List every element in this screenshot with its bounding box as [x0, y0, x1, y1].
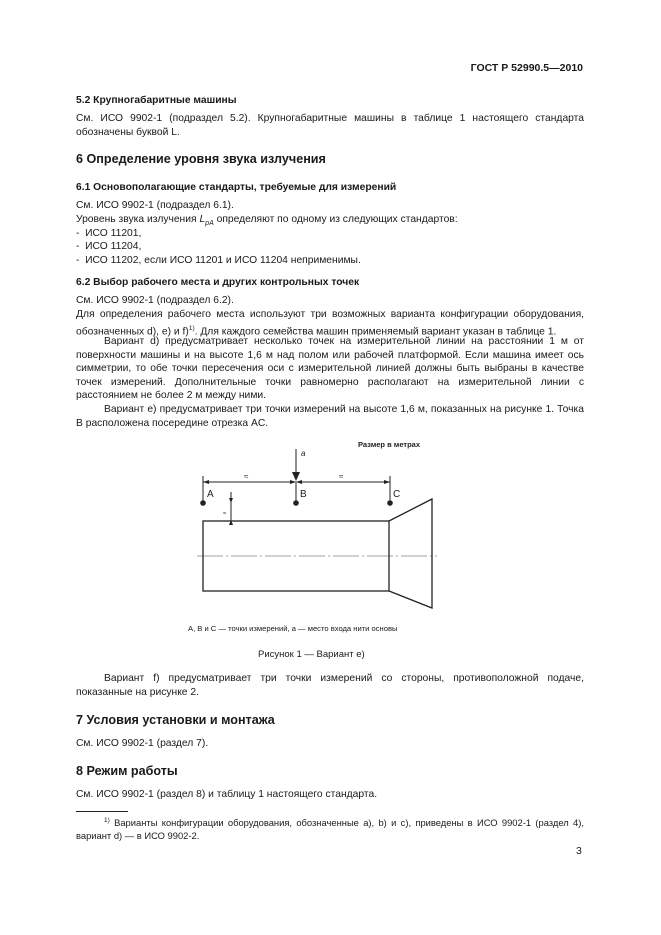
- measurement-point-a-marker: [200, 500, 206, 506]
- footnote-rule: [76, 811, 128, 812]
- figure-legend: A, B и C — точки измерений, a — место входа нити основы: [188, 624, 398, 633]
- page-number: 3: [576, 845, 582, 857]
- footnote-text: Варианты конфигурации оборудования, обозначенные a), b) и c), приведены в ИСО 9902-1 (раздел 4), вариант d) — в ИСО 9902-2.: [76, 817, 584, 841]
- section-7-heading: 7 Условия установки и монтажа: [76, 713, 275, 727]
- section-6-heading: 6 Определение уровня звука излучения: [76, 152, 326, 166]
- section-6-2-paragraph-1: Для определения рабочего места используют три возможных варианта конфигурации оборудования, обозначенных d), e) и f)$^{1)}$. Для каждого семейства машин применяемый вариант указан в таблице 1.: [76, 309, 584, 338]
- dimension-offset: ≈: [223, 511, 227, 517]
- section-6-2-ref: См. ИСО 9902-1 (подраздел 6.2).: [76, 295, 234, 306]
- point-c-label: C: [393, 489, 401, 500]
- figure-1-drawing: [0, 430, 661, 620]
- standards-list-item: - ИСО 11201,: [76, 228, 142, 239]
- machine-funnel: [389, 499, 432, 608]
- measurement-point-c-marker: [387, 500, 393, 506]
- sound-level-subscript: pA: [205, 220, 214, 228]
- dimension-ab: ≈: [244, 472, 249, 481]
- footnote-ref: 1): [188, 324, 195, 332]
- section-5-2-body: См. ИСО 9902-1 (подраздел 5.2). Крупногабаритные машины в таблице 1 настоящего стандарта обозначены буквой L.: [76, 113, 584, 138]
- point-b-label: B: [300, 489, 307, 500]
- sound-level-symbol: L: [199, 214, 206, 225]
- figure-caption: Рисунок 1 — Вариант e): [258, 649, 365, 660]
- sound-level-pre: Уровень звука излучения: [76, 214, 200, 225]
- figure-dims-note: Размер в метрах: [358, 440, 421, 449]
- section-6-2-heading: 6.2 Выбор рабочего места и других контрольных точек: [76, 277, 360, 288]
- section-8-heading: 8 Режим работы: [76, 764, 178, 778]
- section-8-body: См. ИСО 9902-1 (раздел 8) и таблицу 1 настоящего стандарта.: [76, 789, 378, 800]
- footnote: [76, 815, 584, 842]
- footnote-mark: 1): [104, 817, 110, 824]
- standards-list-item: - ИСО 11204,: [76, 241, 142, 252]
- entry-arrow-icon: [292, 449, 300, 481]
- after-figure-paragraph: Вариант f) предусматривает три точки измерений со стороны, противоположной подаче, показанные на рисунке 2.: [76, 673, 584, 698]
- standards-list-item: - ИСО 11202, если ИСО 11201 и ИСО 11204 неприменимы.: [76, 255, 361, 266]
- document-header: ГОСТ Р 52990.5—2010: [470, 62, 583, 74]
- section-6-2-paragraph-2: Вариант d) предусматривает несколько точек на измерительной линии на расстоянии 1 м от поверхности машины и на высоте 1,6 м над полом или рабочей платформой. Если машина имеет ось симметрии, то обе точки пересечения оси с измерительной линией должны быть выбраны в качестве точек измерений. Дополнительные точки равномерно располагают на измерительной линии с расстоянием не более 2 м между ними.: [76, 336, 584, 402]
- sound-level-post: определяют по одному из следующих стандартов:: [213, 214, 458, 225]
- section-6-1-ref: См. ИСО 9902-1 (подраздел 6.1).: [76, 200, 234, 211]
- entry-arrow-label: a: [301, 449, 306, 458]
- section-5-2-heading: 5.2 Крупногабаритные машины: [76, 95, 237, 106]
- point-a-label: A: [207, 489, 214, 500]
- section-6-1-heading: 6.1 Основополагающие стандарты, требуемые для измерений: [76, 182, 397, 193]
- section-6-2-paragraph-3: Вариант e) предусматривает три точки измерений на высоте 1,6 м, показанных на рисунке 1. Точка B расположена посередине отрезка AC.: [76, 404, 584, 429]
- section-7-body: См. ИСО 9902-1 (раздел 7).: [76, 738, 209, 749]
- dimension-bc: ≈: [339, 472, 344, 481]
- measurement-point-b-marker: [293, 500, 299, 506]
